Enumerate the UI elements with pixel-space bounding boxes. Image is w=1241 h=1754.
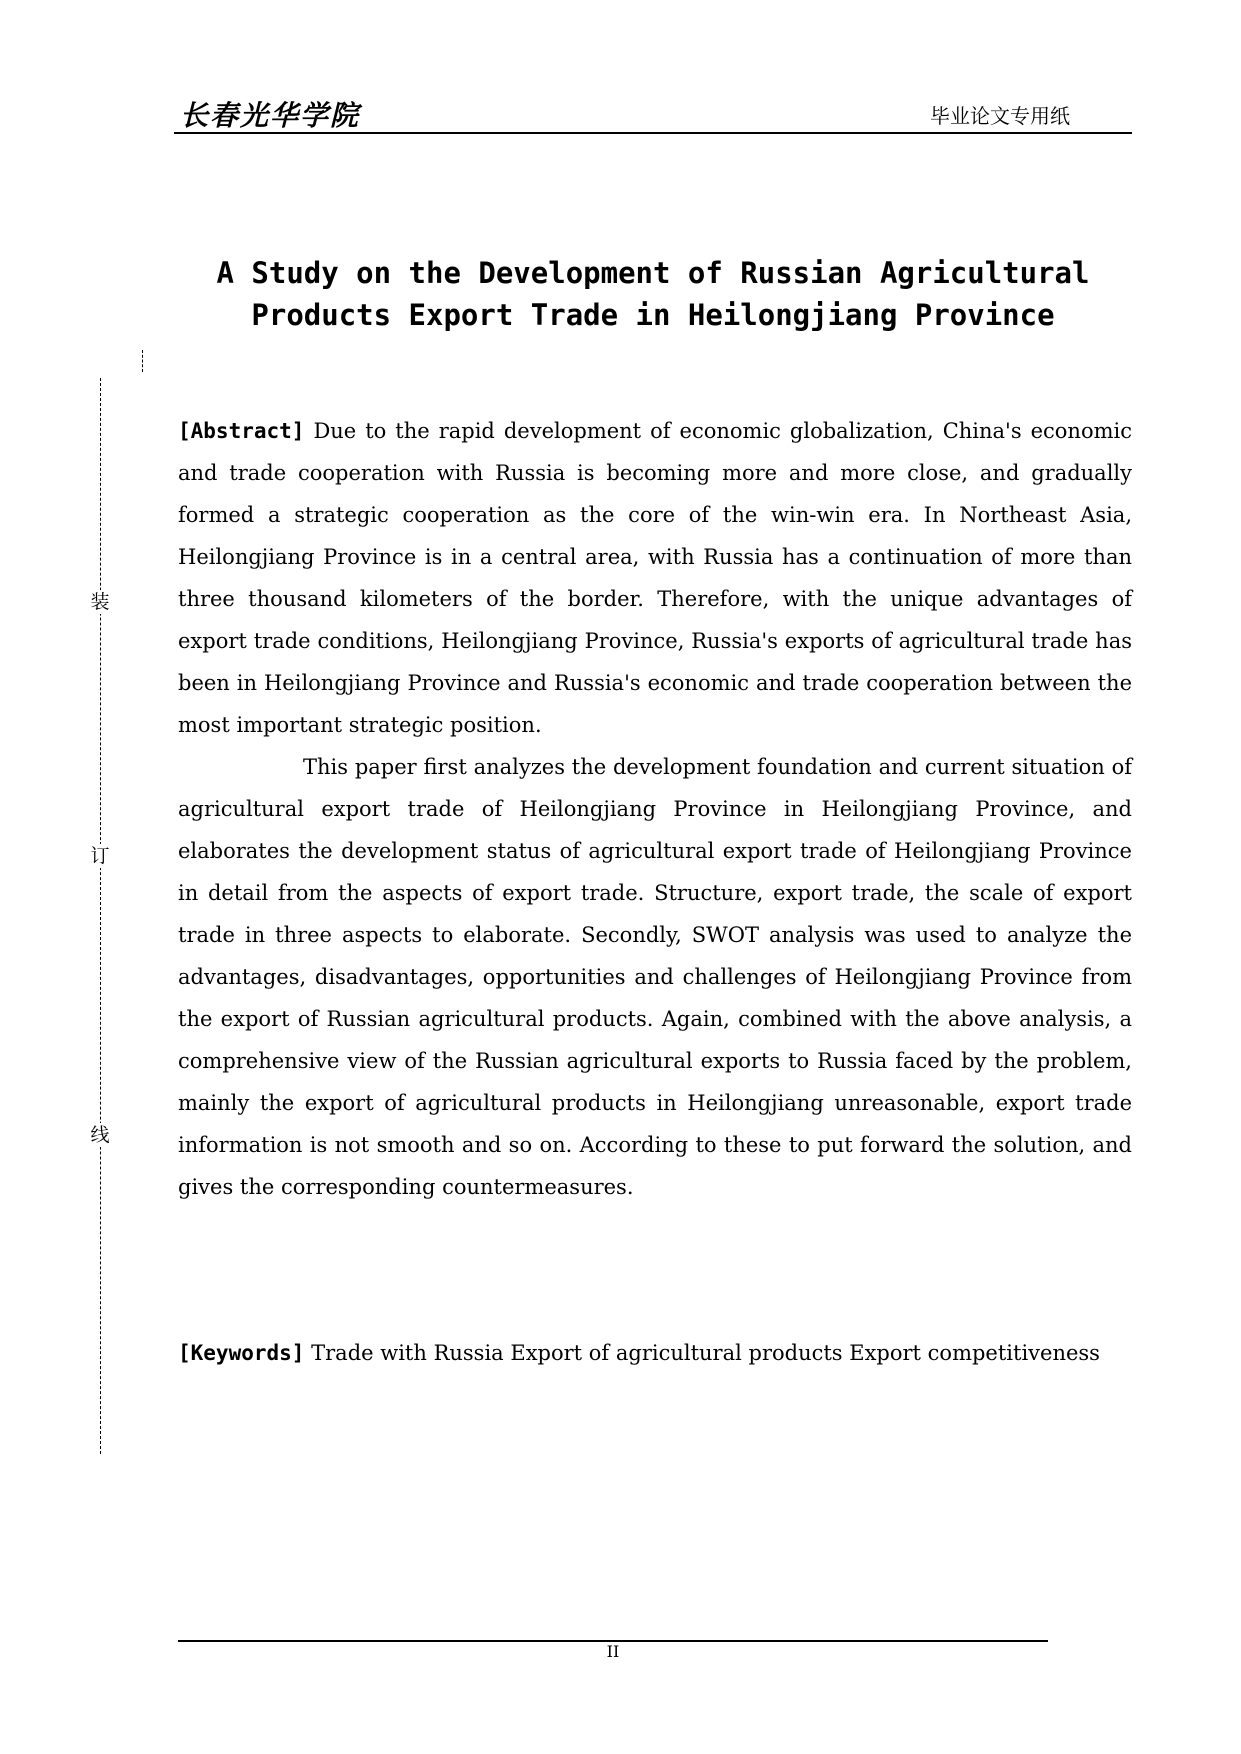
keywords-label: [Keywords]: [178, 1341, 305, 1365]
abstract-paragraph-1: Due to the rapid development of economic globalization, China's economic and trade cooperation with Russia is becoming more and more close, and gradually formed a strategic cooperation as the core of the win-win era. In Northeast Asia, Heilongjiang Province is in a central area, with Russia has a continuation of more than three thousand kilometers of the border. Therefore, with the unique advantages of export trade conditions, Heilongjiang Province, Russia's exports of agricultural trade has been in Heilongjiang Province and Russia's economic and trade cooperation between the most important strategic position.: [178, 419, 1132, 737]
abstract-paragraph-2: This paper first analyzes the development foundation and current situation of agricultural export trade of Heilongjiang Province in Heilongjiang Province, and elaborates the development status of agricultural export trade of Heilongjiang Province in detail from the aspects of export trade. Structure, export trade, the scale of export trade in three aspects to elaborate. Secondly, SWOT analysis was used to analyze the advantages, disadvantages, opportunities and challenges of Heilongjiang Province from the export of Russian agricultural products. Again, combined with the above analysis, a comprehensive view of the Russian agricultural exports to Russia faced by the problem, mainly the export of agricultural products in Heilongjiang unreasonable, export trade information is not smooth and so on. According to these to put forward the solution, and gives the corresponding countermeasures.: [178, 755, 1132, 1199]
title-line-1: A Study on the Development of Russian Agricultural: [216, 256, 1090, 290]
header-rule: [174, 132, 1132, 134]
keywords-section: [178, 1332, 1132, 1374]
keywords-text: Trade with Russia Export of agricultural products Export competitiveness: [311, 1341, 1100, 1365]
abstract-section: [178, 410, 1132, 1208]
binding-char-ding: 订: [88, 844, 112, 868]
binding-char-xian: 线: [88, 1123, 112, 1147]
binding-char-zhuang: 装: [88, 590, 112, 614]
abstract-label: [Abstract]: [178, 419, 305, 443]
binding-tick: [142, 350, 143, 372]
paper-title: [178, 252, 1128, 336]
institution-name: 长春光华学院: [180, 99, 361, 132]
binding-line: [100, 378, 101, 1454]
page-number: II: [606, 1642, 620, 1661]
title-line-2: Products Export Trade in Heilongjiang Province: [251, 298, 1055, 332]
paper-label: 毕业论文专用纸: [930, 104, 1070, 128]
